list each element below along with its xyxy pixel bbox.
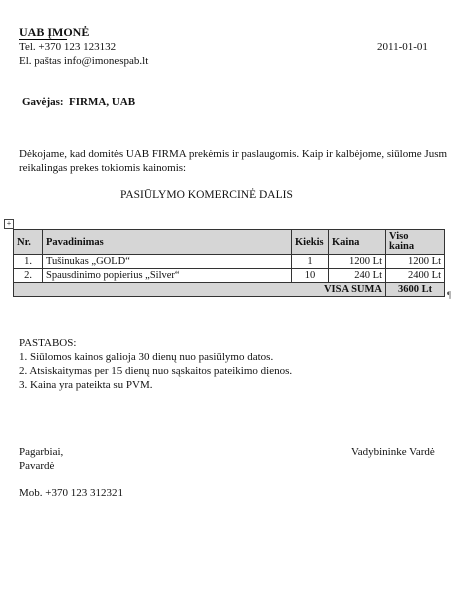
pilcrow-icon: ¶	[447, 290, 452, 300]
sender-email: El. paštas info@imonespab.lt	[19, 55, 149, 67]
items-table	[13, 229, 445, 297]
header-price: Kaina	[329, 230, 386, 255]
recipient-label: Gavėjas:	[22, 96, 64, 108]
row-price: 1200 Lt	[329, 255, 386, 269]
table-sum-row	[14, 283, 445, 297]
table-move-handle-icon[interactable]: +	[4, 219, 14, 229]
header-nr: Nr.	[14, 230, 43, 255]
row-qty: 10	[292, 269, 329, 283]
header-total-line2: kaina	[389, 241, 415, 252]
intro-line-2: reikalingas prekes tokiomis kainomis:	[19, 162, 187, 174]
sum-label: VISA SUMA	[14, 283, 386, 297]
table-row	[14, 255, 445, 269]
recipient-name: FIRMA, UAB	[69, 96, 136, 108]
sender-phone: Tel. +370 123 123132	[19, 41, 117, 53]
closing-regards: Pagarbiai,	[19, 446, 64, 458]
table-header-row	[14, 230, 445, 255]
sum-value: 3600 Lt	[386, 283, 445, 297]
header-qty: Kiekis	[292, 230, 329, 255]
recipient-line	[22, 96, 135, 108]
section-title: PASIŪLYMO KOMERCINĖ DALIS	[120, 189, 293, 201]
note-item: 3. Kaina yra pateikta su PVM.	[19, 379, 153, 391]
intro-line-1: Dėkojame, kad domitės UAB FIRMA prekėmis ir paslaugomis. Kaip ir kalbėjome, siūlome Jusm	[19, 148, 448, 160]
row-total: 2400 Lt	[386, 269, 445, 283]
row-total: 1200 Lt	[386, 255, 445, 269]
company-underline	[19, 39, 67, 40]
header-name: Pavadinimas	[43, 230, 292, 255]
document-date: 2011-01-01	[377, 41, 428, 53]
row-nr: 1.	[14, 255, 43, 269]
note-item: 2. Atsiskaitymas per 15 dienų nuo sąskaitos pateikimo dienos.	[19, 365, 293, 377]
row-price: 240 Lt	[329, 269, 386, 283]
row-qty: 1	[292, 255, 329, 269]
header-total-line1: Viso	[389, 231, 409, 242]
company-name: UAB ĮMONĖ	[19, 25, 90, 39]
closing-surname: Pavardė	[19, 460, 55, 472]
header-total	[386, 230, 445, 255]
row-nr: 2.	[14, 269, 43, 283]
note-item: 1. Siūlomos kainos galioja 30 dienų nuo pasiūlymo datos.	[19, 351, 274, 363]
row-name: Spausdinimo popierius „Silver“	[43, 269, 292, 283]
table-row	[14, 269, 445, 283]
mobile-phone: Mob. +370 123 312321	[19, 487, 123, 499]
notes-title: PASTABOS:	[19, 337, 77, 349]
manager-name: Vadybininke Vardė	[351, 446, 435, 458]
row-name: Tušinukas „GOLD“	[43, 255, 292, 269]
